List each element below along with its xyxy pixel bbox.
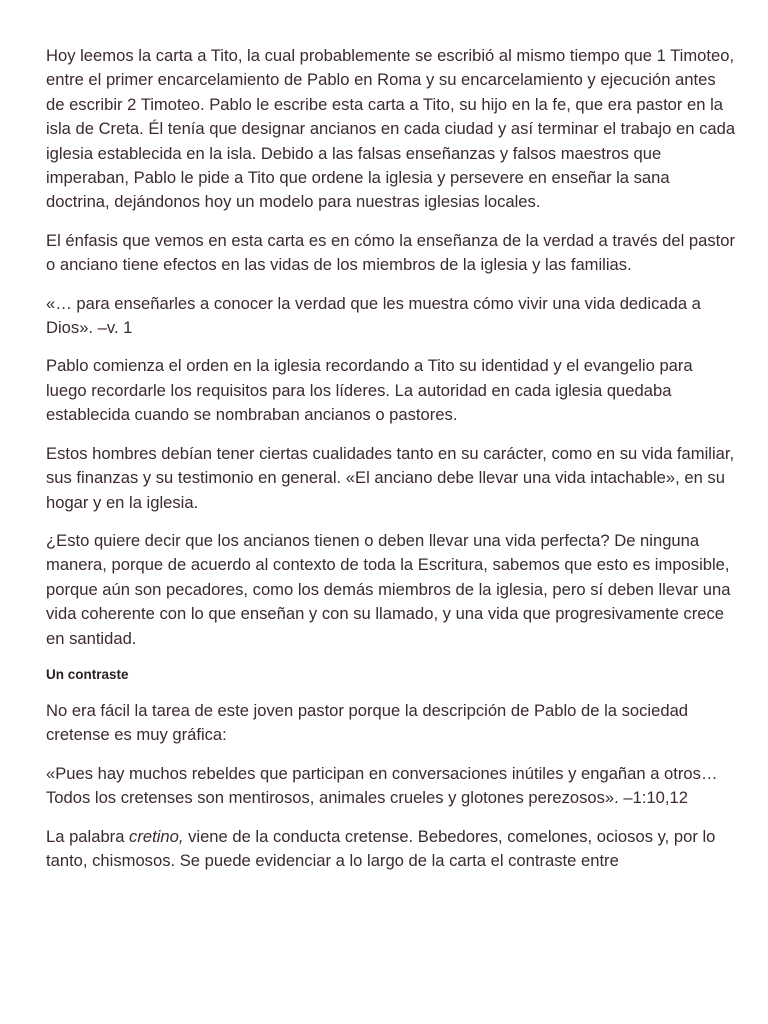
section-heading: Un contraste <box>46 666 129 682</box>
paragraph-emphasis: El énfasis que vemos en esta carta es en cómo la enseñanza de la verdad a través del pastor o anciano tiene efectos en las vidas de los miembros de la iglesia y las familias. <box>46 230 736 275</box>
paragraph-quote-1-10: «Pues hay muchos rebeldes que participan en conversaciones inútiles y engañan a otros… Todos los cretenses son mentirosos, animales crueles y glotones perezosos». –1:10,12 <box>46 763 718 808</box>
cretino-emphasis: cretino, <box>129 826 184 846</box>
paragraph-perfection: ¿Esto quiere decir que los ancianos tienen o deben llevar una vida perfecta? De ninguna manera, porque de acuerdo al contexto de toda la Escritura, sabemos que esto es imposible, porque aún son pecadores, como los demás miembros de la iglesia, pero sí deben llevar una vida coherente con lo que enseñan y con su llamado, y una vida que progresivamente crece en santidad. <box>46 530 731 648</box>
cretino-suffix: viene de la conducta cretense. Bebedores, comelones, ociosos y, por lo tanto, chismosos. Se puede evidenciar a lo largo de la carta el contraste entre <box>46 826 716 870</box>
paragraph-qualities: Estos hombres debían tener ciertas cualidades tanto en su carácter, como en su vida familiar, sus finanzas y su testimonio en general. «El anciano debe llevar una vida intachable», en su hogar y en la iglesia. <box>46 443 735 512</box>
cretino-prefix: La palabra <box>46 826 130 846</box>
paragraph-quote-v1: «… para enseñarles a conocer la verdad que les muestra cómo vivir una vida dedicada a Dios». –v. 1 <box>46 293 701 338</box>
paragraph-intro: Hoy leemos la carta a Tito, la cual probablemente se escribió al mismo tiempo que 1 Timoteo, entre el primer encarcelamiento de Pablo en Roma y su encarcelamiento y ejecución antes de escribir 2 Timoteo. Pablo le escribe esta carta a Tito, su hijo en la fe, que era pastor en la isla de Creta. Él tenía que designar ancianos en cada ciudad y así terminar el trabajo en cada iglesia establecida en la isla. Debido a las falsas enseñanzas y falsos maestros que imperaban, Pablo le pide a Tito que ordene la iglesia y persevere en enseñar la sana doctrina, dejándonos hoy un modelo para nuestras iglesias locales. <box>46 46 736 212</box>
document-page <box>46 44 736 887</box>
paragraph-task: No era fácil la tarea de este joven pastor porque la descripción de Pablo de la sociedad cretense es muy gráfica: <box>46 700 689 745</box>
paragraph-cretino <box>46 825 736 874</box>
paragraph-order: Pablo comienza el orden en la iglesia recordando a Tito su identidad y el evangelio para luego recordarle los requisitos para los líderes. La autoridad en cada iglesia quedaba establecida cuando se nombraban ancianos o pastores. <box>46 356 693 425</box>
